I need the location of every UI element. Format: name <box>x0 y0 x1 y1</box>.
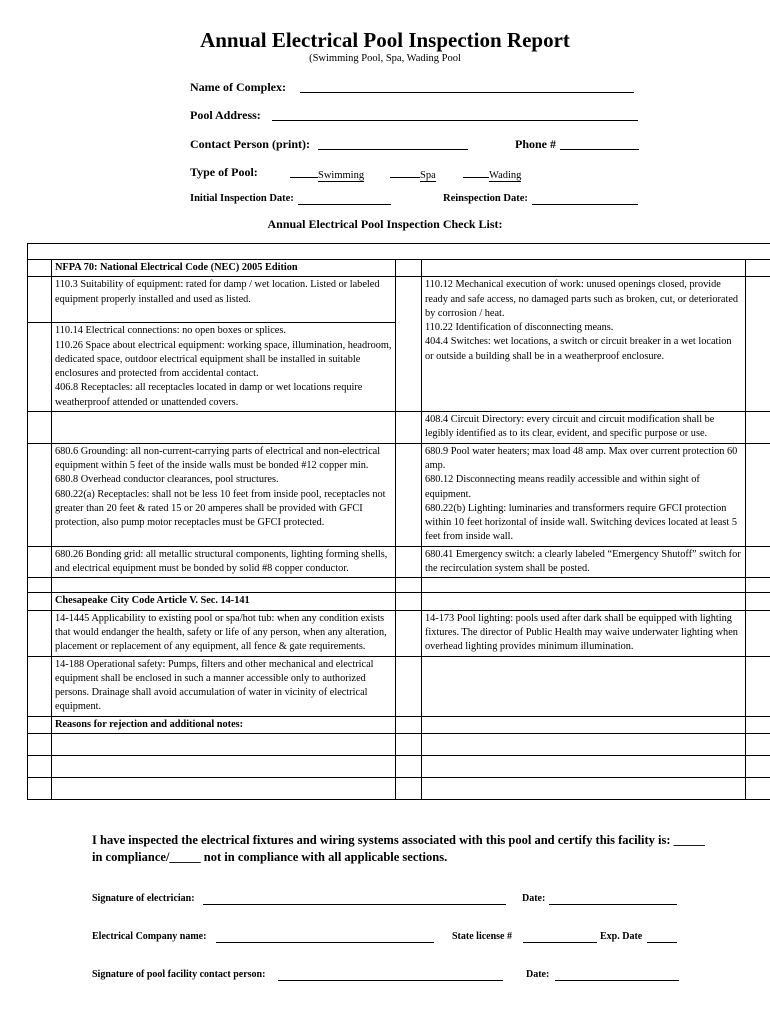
contact-signature-field[interactable] <box>278 980 503 981</box>
city-item-left: 14-1445 Applicability to existing pool or spa/hot tub: when any condition exists that would endanger the health, safety or life of any person, when any alteration, placement or replacement of any equipment, all fence & gate requirements. <box>52 610 396 656</box>
page-subtitle: (Swimming Pool, Spa, Wading Pool <box>309 53 461 64</box>
exp-date-field[interactable] <box>647 942 677 943</box>
check-box[interactable] <box>396 546 422 578</box>
blank-cell <box>396 734 422 756</box>
notes-line[interactable] <box>422 778 746 800</box>
table-row <box>28 716 770 733</box>
spa-blank[interactable] <box>390 167 420 178</box>
contact-field[interactable] <box>318 149 468 150</box>
swimming-blank[interactable] <box>290 167 318 178</box>
checklist-title: Annual Electrical Pool Inspection Check List: <box>267 217 503 231</box>
blank-cell <box>28 756 52 778</box>
blank-cell <box>422 578 746 593</box>
table-row <box>28 756 770 778</box>
contact-label: Contact Person (print): <box>190 137 310 151</box>
check-box[interactable] <box>746 546 770 578</box>
wading-blank[interactable] <box>463 167 489 178</box>
type-swimming-option[interactable] <box>290 167 364 181</box>
type-spa-option[interactable] <box>390 167 436 181</box>
complex-field[interactable] <box>300 92 634 93</box>
blank-cell <box>28 778 52 800</box>
blank-cell <box>396 756 422 778</box>
blank-cell <box>422 260 746 277</box>
blank-cell <box>396 778 422 800</box>
check-box[interactable] <box>28 443 52 546</box>
blank-cell <box>28 578 52 593</box>
table-row <box>28 656 770 716</box>
table-row <box>28 610 770 656</box>
nec-item-left: 110.14 Electrical connections: no open boxes or splices. 110.26 Space about electrical equipment: working space, illumination, headroom, dedicated space, outdoor electrical equipment shall be installed in suitable enclosures and protected from accidental contact. 406.8 Receptacles: all receptacles located in damp or wet locations require weatherproof attended or unattended covers. <box>52 323 396 412</box>
phone-label: Phone # <box>515 137 557 151</box>
check-box[interactable] <box>746 443 770 546</box>
license-field[interactable] <box>523 942 597 943</box>
type-label: Type of Pool: <box>190 165 258 179</box>
check-box[interactable] <box>396 277 422 412</box>
table-row <box>28 244 770 260</box>
notes-line[interactable] <box>52 778 396 800</box>
initial-date-label: Initial Inspection Date: <box>190 193 294 204</box>
type-wading-option[interactable] <box>463 167 521 181</box>
check-box[interactable] <box>396 656 422 716</box>
check-box[interactable] <box>28 610 52 656</box>
blank-cell <box>422 716 746 733</box>
blank-cell <box>746 578 770 593</box>
page-title: Annual Electrical Pool Inspection Report <box>200 28 570 52</box>
nec-heading: NFPA 70: National Electrical Code (NEC) 2005 Edition <box>52 260 396 277</box>
swimming-text: Swimming <box>318 170 365 181</box>
blank-cell <box>52 578 396 593</box>
blank-cell <box>746 716 770 733</box>
phone-field[interactable] <box>560 149 639 150</box>
blank-cell <box>396 716 422 733</box>
check-box[interactable] <box>746 656 770 716</box>
table-row <box>28 778 770 800</box>
date-label: Date: <box>522 893 546 904</box>
notes-line[interactable] <box>52 734 396 756</box>
blank-cell <box>422 593 746 610</box>
blank-cell <box>28 412 52 444</box>
address-label: Pool Address: <box>190 108 261 122</box>
check-box[interactable] <box>28 546 52 578</box>
contact-signature-label: Signature of pool facility contact person: <box>92 969 266 980</box>
nec-item-left: 680.26 Bonding grid: all metallic structural components, lighting forming shells, and electrical equipment must be bonded by solid #8 copper conductor. <box>52 546 396 578</box>
nec-item-right: 110.12 Mechanical execution of work: unused openings closed, provide ready and safe access, no damaged parts such as broken, cut, or deteriorated by corrosion / heat. 110.22 Identification of disconnecting means. 404.4 Switches: wet locations, a switch or circuit breaker in a wet location or outside a building shall be in a weatherproof enclosure. <box>422 277 746 412</box>
certification-text: I have inspected the electrical fixtures and wiring systems associated with this pool and certify this facility is: _____ in compliance/_____ not in compliance with all applicable sections. <box>92 833 705 864</box>
wading-text: Wading <box>489 170 522 181</box>
nec-item-right: 680.9 Pool water heaters; max load 48 amp. Max over current protection 60 amp. 680.12 Disconnecting means readily accessible and within sight of equipment. 680.22(b) Lighting: luminaries and transformers require GFCI protection within 10 feet horizontal of inside wall. Switching devices located at least 5 feet from inside wall. <box>422 443 746 546</box>
checklist-table <box>27 243 770 800</box>
check-box[interactable] <box>396 260 422 277</box>
check-box[interactable] <box>396 443 422 546</box>
electrician-date-field[interactable] <box>549 904 677 905</box>
table-row <box>28 578 770 593</box>
blank-cell <box>746 778 770 800</box>
check-box[interactable] <box>746 277 770 412</box>
contact-date-field[interactable] <box>555 980 679 981</box>
company-field[interactable] <box>216 942 434 943</box>
exp-date-label: Exp. Date <box>600 931 643 942</box>
electrician-signature-field[interactable] <box>203 904 506 905</box>
table-row <box>28 412 770 444</box>
blank-cell <box>746 260 770 277</box>
blank-cell <box>746 734 770 756</box>
nec-item-right: 408.4 Circuit Directory: every circuit and circuit modification shall be legibly identified as to its clear, evident, and specific purpose or use. <box>422 412 746 444</box>
checklist-grid <box>27 243 770 800</box>
blank-cell <box>746 756 770 778</box>
table-row <box>28 734 770 756</box>
check-box[interactable] <box>396 610 422 656</box>
spa-text: Spa <box>420 170 436 181</box>
check-box[interactable] <box>396 412 422 444</box>
notes-line[interactable] <box>422 734 746 756</box>
city-item-right: 14-173 Pool lighting: pools used after dark shall be equipped with lighting fixtures. The director of Public Health may waive underwater lighting when overhead lighting provides minimum illumination. <box>422 610 746 656</box>
blank-cell <box>396 578 422 593</box>
check-box[interactable] <box>746 610 770 656</box>
license-label: State license # <box>452 931 512 942</box>
city-heading: Chesapeake City Code Article V. Sec. 14-141 <box>52 593 396 610</box>
date-label-2: Date: <box>526 969 550 980</box>
blank-cell <box>746 593 770 610</box>
check-box[interactable] <box>746 412 770 444</box>
reinspection-date-field[interactable] <box>532 204 638 205</box>
blank-top-row <box>28 244 770 260</box>
check-box[interactable] <box>28 260 52 277</box>
nec-item-left: 680.6 Grounding: all non-current-carrying parts of electrical and non-electrical equipment within 5 feet of the inside walls must be bonded #12 copper min. 680.8 Overhead conductor clearances, pool structures. 680.22(a) Receptacles: shall not be less 10 feet from inside pool, receptacles not greater than 20 feet & rated 15 or 20 amperes shall be provided with GFCI protection, also pump motor receptacles must be GFCI protected. <box>52 443 396 546</box>
check-box[interactable] <box>28 593 52 610</box>
notes-line[interactable] <box>52 756 396 778</box>
reinspection-date-label: Reinspection Date: <box>443 193 528 204</box>
initial-date-field[interactable] <box>298 204 391 205</box>
blank-cell <box>28 734 52 756</box>
table-row <box>28 260 770 277</box>
check-box[interactable] <box>28 277 52 323</box>
check-box[interactable] <box>28 656 52 716</box>
check-box[interactable] <box>28 323 52 412</box>
city-item-left: 14-188 Operational safety: Pumps, filters and other mechanical and electrical equipment shall be enclosed in such a manner accessible only to authorized persons. Drainage shall avoid accumulation of water in vicinity of electrical equipment. <box>52 656 396 716</box>
table-row <box>28 546 770 578</box>
notes-line[interactable] <box>422 756 746 778</box>
reasons-heading: Reasons for rejection and additional notes: <box>52 716 396 733</box>
complex-label: Name of Complex: <box>190 80 286 94</box>
address-field[interactable] <box>272 120 638 121</box>
table-row <box>28 277 770 323</box>
blank-cell <box>28 716 52 733</box>
nec-item-left: 110.3 Suitability of equipment: rated for damp / wet location. Listed or labeled equipment properly installed and used as listed. <box>52 277 396 323</box>
check-box[interactable] <box>396 593 422 610</box>
electrician-signature-label: Signature of electrician: <box>92 893 195 904</box>
company-label: Electrical Company name: <box>92 931 207 942</box>
blank-cell <box>422 656 746 716</box>
blank-cell <box>52 412 396 444</box>
table-row <box>28 593 770 610</box>
nec-item-right: 680.41 Emergency switch: a clearly labeled “Emergency Shutoff” switch for the recirculation system shall be posted. <box>422 546 746 578</box>
table-row <box>28 443 770 546</box>
